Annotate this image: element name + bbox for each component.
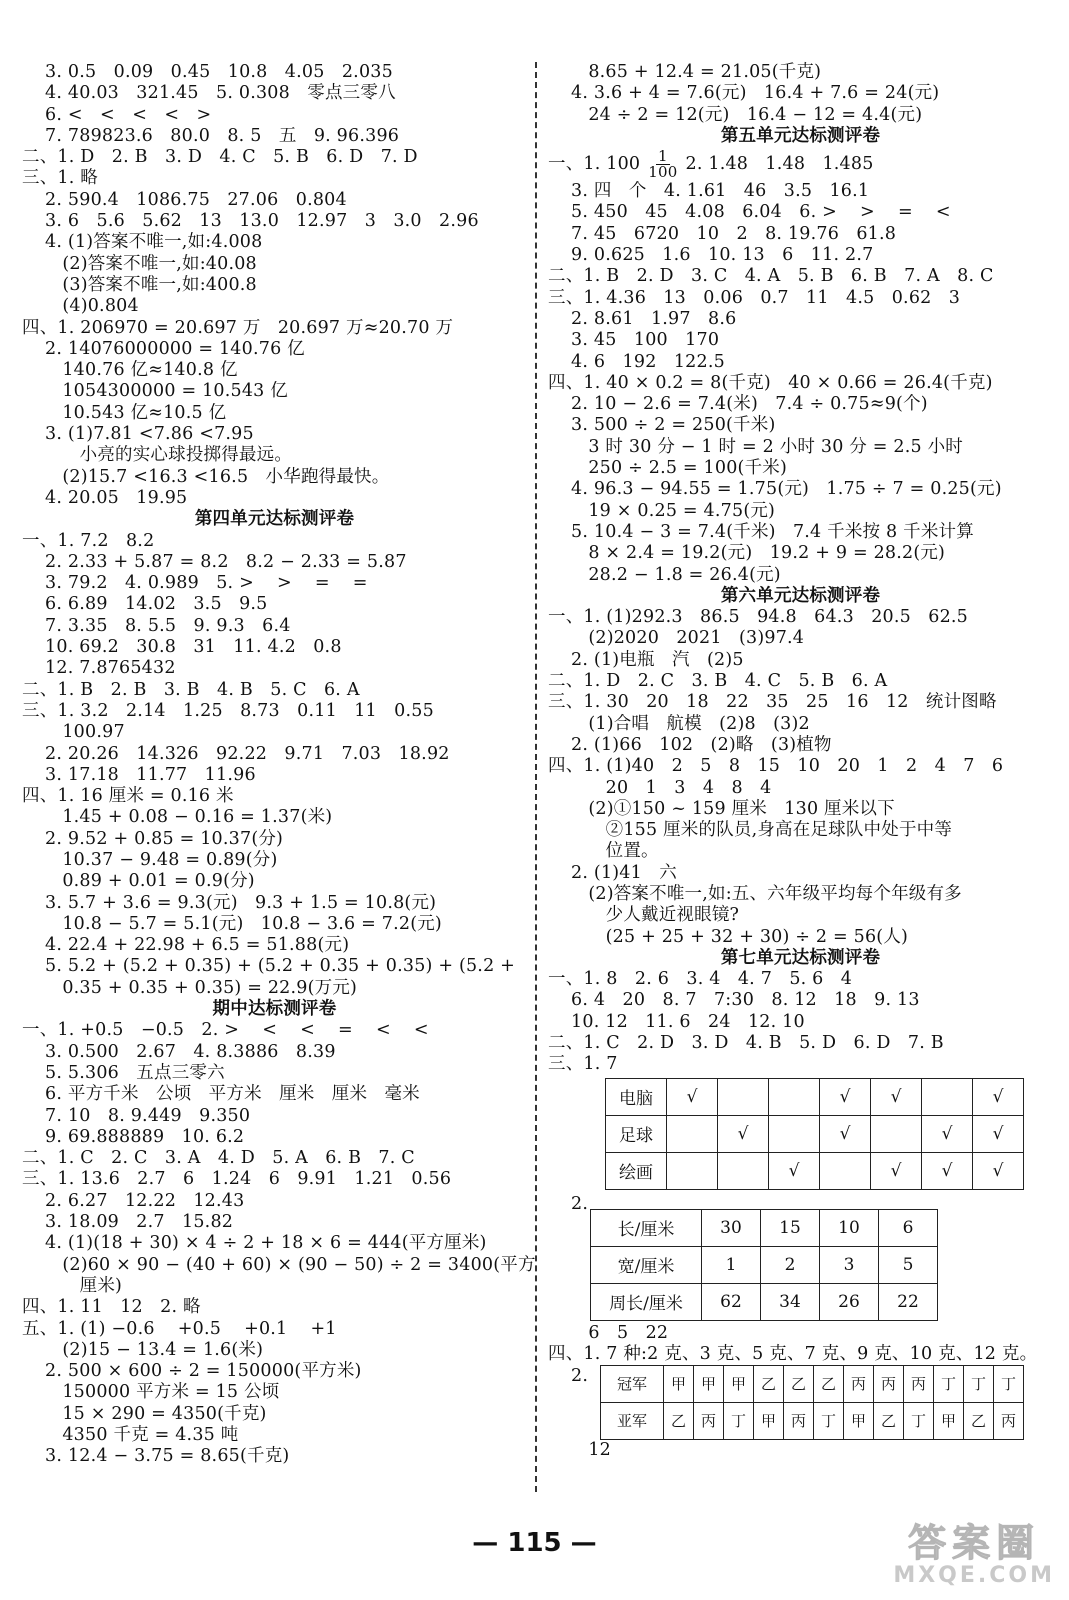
table-cell: [718, 1152, 769, 1189]
answer-line: 厘米): [22, 1275, 123, 1296]
answer-line: 二、1. B 2. D 3. C 4. A 5. B 6. B 7. A 8. C: [548, 266, 994, 287]
table-cell: 丙: [994, 1402, 1024, 1439]
answer-line: 4. 6 192 122.5: [548, 351, 725, 372]
table-row: [606, 1115, 1024, 1152]
answer-line: 3. (1)7.81 <7.86 <7.95: [22, 424, 254, 445]
answer-line: 1054300000 = 10.543 亿: [22, 381, 288, 402]
answer-line: 少人戴近视眼镜?: [548, 905, 740, 926]
answer-line: 15 × 290 = 4350(千克): [22, 1403, 267, 1424]
answer-line: 7. 45 6720 10 2 8. 19.76 61.8: [548, 223, 897, 244]
answer-line: 9. 0.625 1.6 10. 13 6 11. 2.7: [548, 245, 874, 266]
answer-line: 4350 千克 = 4.35 吨: [22, 1425, 239, 1445]
answer-line: 位置。: [548, 841, 659, 862]
answer-line: 150000 平方米 = 15 公顷: [22, 1382, 280, 1403]
table-cell: 乙: [964, 1402, 994, 1439]
table-cell: 乙: [754, 1365, 784, 1402]
answer-line: 4. 40.03 321.45 5. 0.308 零点三零八: [22, 83, 396, 104]
answer-line: 二、1. D 2. C 3. B 4. C 5. B 6. A: [548, 671, 888, 692]
answer-line: (1)合唱 航模 (2)8 (3)2: [548, 713, 810, 734]
frac-prefix: 一、1. 100: [548, 154, 641, 175]
answer-line: 三、1. 7: [548, 1054, 618, 1075]
table-cell: 丙: [874, 1365, 904, 1402]
table-cell: 甲: [724, 1365, 754, 1402]
answer-line: (25 + 25 + 32 + 30) ÷ 2 = 56(人): [548, 926, 909, 947]
answer-line: 6. 4 20 8. 7 7:30 8. 12 18 9. 13: [548, 990, 920, 1011]
row-label: 足球: [606, 1115, 667, 1152]
answer-line: 2. 9.52 + 0.85 = 10.37(分): [22, 828, 284, 849]
answer-line: 12. 7.8765432: [22, 658, 176, 679]
table-row: [606, 1078, 1024, 1115]
answer-line: 4. (1)答案不唯一,如:4.008: [22, 232, 263, 253]
answer-line: 4. 96.3 − 94.55 = 1.75(元) 1.75 ÷ 7 = 0.25(元): [548, 479, 1002, 500]
answer-line: 四、1. 40 × 0.2 = 8(千克) 40 × 0.66 = 26.4(千克): [548, 372, 993, 393]
answer-line: 3. 17.18 11.77 11.96: [22, 764, 256, 785]
table-cell: 3: [820, 1246, 879, 1283]
answer-line: 四、1. (1)40 2 5 8 15 10 20 1 2 4 7 6: [548, 756, 1004, 777]
column-divider: [535, 62, 537, 1492]
table-cell: 丁: [724, 1402, 754, 1439]
answer-line: 6. 6.89 14.02 3.5 9.5: [22, 594, 268, 615]
table-cell: 甲: [844, 1402, 874, 1439]
fraction-denominator: 100: [648, 163, 678, 182]
answer-line: (4)0.804: [22, 296, 139, 317]
answer-line: 三、1. 13.6 2.7 6 1.24 6 9.91 1.21 0.56: [22, 1169, 452, 1190]
table-cell: 丁: [994, 1365, 1024, 1402]
answer-line: 6. < < < < >: [22, 104, 212, 125]
table-cell: 甲: [694, 1365, 724, 1402]
answer-line: 8 × 2.4 = 19.2(元) 19.2 + 9 = 28.2(元): [548, 543, 946, 564]
answer-line: 三、1. 30 20 18 22 35 25 16 12 统计图略: [548, 692, 997, 713]
table-cell: 乙: [784, 1365, 814, 1402]
answer-line: 2. 2.33 + 5.87 = 8.2 8.2 − 2.33 = 5.87: [22, 551, 407, 572]
fraction: [648, 149, 677, 180]
answer-line: 2. 10 − 2.6 = 7.4(米) 7.4 ÷ 0.75≈9(个): [548, 394, 928, 415]
table-cell: 甲: [754, 1402, 784, 1439]
table-cell: 丙: [694, 1402, 724, 1439]
section-title: 第七单元达标测评卷: [720, 947, 881, 968]
table-cell: 甲: [664, 1365, 694, 1402]
answer-line: 3. 12.4 − 3.75 = 8.65(千克): [22, 1446, 290, 1467]
table-cell: [769, 1115, 820, 1152]
answer-line: 一、1. +0.5 −0.5 2. > < < = < <: [22, 1020, 429, 1041]
answer-line: 20 1 3 4 8 4: [548, 777, 772, 798]
answer-line: 2. (1)41 六: [548, 862, 677, 883]
table-cell: 乙: [664, 1402, 694, 1439]
answer-line: 一、1. (1)292.3 86.5 94.8 64.3 20.5 62.5: [548, 607, 969, 628]
answer-line: ②155 厘米的队员,身高在足球队中处于中等: [548, 820, 953, 841]
table-cell: 丁: [934, 1365, 964, 1402]
row-label: 长/厘米: [591, 1209, 702, 1246]
watermark-line2: MXQE.COM: [893, 1563, 1055, 1588]
table-row: [591, 1246, 938, 1283]
after-table3-line: 12: [548, 1439, 612, 1460]
section-title: 第六单元达标测评卷: [720, 585, 881, 606]
answer-line: 3. 6 5.6 5.62 13 13.0 12.97 3 3.0 2.96: [22, 211, 479, 232]
table-cell: [820, 1152, 871, 1189]
answer-line: 4. 22.4 + 22.98 + 6.5 = 51.88(元): [22, 935, 350, 956]
watermark-logo: [893, 1512, 1055, 1588]
answer-line: 100.97: [22, 722, 125, 743]
answer-line: 250 ÷ 2.5 = 100(千米): [548, 458, 788, 479]
answer-line: 5. 10.4 − 3 = 7.4(千米) 7.4 千米按 8 千米计算: [548, 521, 974, 542]
answer-line: 2. (1)66 102 (2)略 (3)植物: [548, 734, 832, 755]
answer-line: 2.: [548, 1365, 589, 1386]
table-cell: 丁: [814, 1402, 844, 1439]
table-cell: √: [922, 1152, 973, 1189]
answer-line: 四、1. 206970 = 20.697 万 20.697 万≈20.70 万: [22, 317, 454, 338]
table-cell: √: [871, 1152, 922, 1189]
answer-line: 四、1. 7 种:2 克、3 克、5 克、7 克、9 克、10 克、12 克。: [548, 1344, 1038, 1365]
answer-line: 10.8 − 5.7 = 5.1(元) 10.8 − 3.6 = 7.2(元): [22, 913, 442, 934]
row-label: 冠军: [601, 1365, 664, 1402]
table-cell: 34: [761, 1283, 820, 1320]
answer-line: 五、1. (1) −0.6 +0.5 +0.1 +1: [22, 1318, 337, 1339]
table-cell: 乙: [814, 1365, 844, 1402]
answer-line: 一、1. 7.2 8.2: [22, 530, 155, 551]
table-cell: √: [718, 1115, 769, 1152]
answer-line: 4. 20.05 19.95: [22, 487, 188, 508]
answer-line: 二、1. D 2. B 3. D 4. C 5. B 6. D 7. D: [22, 147, 418, 168]
answer-line: 3. 0.5 0.09 0.45 10.8 4.05 2.035: [22, 62, 393, 82]
table-row: [591, 1209, 938, 1246]
table-cell: 丁: [964, 1365, 994, 1402]
table-row: [606, 1152, 1024, 1189]
table-cell: 22: [879, 1283, 938, 1320]
answer-line: 19 × 0.25 = 4.75(元): [548, 500, 776, 521]
table-cell: 26: [820, 1283, 879, 1320]
table-cell: √: [973, 1078, 1024, 1115]
answer-line: 2. 20.26 14.326 92.22 9.71 7.03 18.92: [22, 743, 450, 764]
table-cell: √: [667, 1078, 718, 1115]
table-row: [601, 1402, 1024, 1439]
answer-line: 7. 10 8. 9.449 9.350: [22, 1105, 251, 1126]
answer-line: 5. 450 45 4.08 6.04 6. > > = <: [548, 202, 951, 223]
table-cell: 5: [879, 1246, 938, 1283]
answer-line: 6. 平方千米 公顷 平方米 厘米 厘米 毫米: [22, 1084, 420, 1105]
page-number: — 115 —: [472, 1528, 597, 1558]
table-cell: √: [871, 1078, 922, 1115]
table-cell: √: [922, 1115, 973, 1152]
row-label: 绘画: [606, 1152, 667, 1189]
answer-line: 2. 8.61 1.97 8.6: [548, 308, 737, 329]
answer-line: 7. 789823.6 80.0 8. 5 五 9. 96.396: [22, 125, 400, 146]
answer-line: 3. 18.09 2.7 15.82: [22, 1212, 234, 1233]
answer-line: 小亮的实心球投掷得最远。: [22, 445, 293, 466]
answer-line: 6 5 22: [548, 1322, 669, 1343]
table-cell: 62: [702, 1283, 761, 1320]
table-cell: [922, 1078, 973, 1115]
section-title: 第五单元达标测评卷: [720, 125, 881, 146]
answer-line: 10.543 亿≈10.5 亿: [22, 402, 227, 423]
answer-line: 3. 0.500 2.67 4. 8.3886 8.39: [22, 1041, 336, 1062]
answer-line: 三、1. 略: [22, 168, 98, 189]
answer-line: (2)2020 2021 (3)97.4: [548, 628, 805, 649]
answer-line: (2)15.7 <16.3 <16.5 小华跑得最快。: [22, 466, 390, 487]
answer-line: 2. 14076000000 = 140.76 亿: [22, 338, 305, 359]
table-cell: [667, 1152, 718, 1189]
answer-line: 一、1. 8 2. 6 3. 4 4. 7 5. 6 4: [548, 969, 853, 990]
table-cell: 30: [702, 1209, 761, 1246]
table-cell: [871, 1115, 922, 1152]
answer-line: 0.35 + 0.35 + 0.35) = 22.9(万元): [22, 977, 358, 998]
table-cell: 15: [761, 1209, 820, 1246]
answer-line: 2. (1)电瓶 汽 (2)5: [548, 649, 744, 670]
activity-check-table: [605, 1078, 1024, 1190]
answer-line: (2)答案不唯一,如:40.08: [22, 253, 257, 274]
table-cell: [667, 1115, 718, 1152]
answer-line: 1.45 + 0.08 − 0.16 = 1.37(米): [22, 807, 333, 828]
right-block-a: [548, 62, 1053, 147]
frac-suffix: 2. 1.48 1.48 1.485: [685, 154, 874, 175]
answer-line: 三、1. 3.2 2.14 1.25 8.73 0.11 11 0.55: [22, 700, 434, 721]
table-cell: √: [769, 1152, 820, 1189]
section-title: 第四单元达标测评卷: [194, 509, 355, 530]
table-cell: 丙: [844, 1365, 874, 1402]
answer-line: (2)①150 ~ 159 厘米 130 厘米以下: [548, 798, 895, 819]
table-cell: 10: [820, 1209, 879, 1246]
answer-line: 0.89 + 0.01 = 0.9(分): [22, 871, 255, 892]
answer-line: (3)答案不唯一,如:400.8: [22, 274, 257, 295]
answer-line: 3. 5.7 + 3.6 = 9.3(元) 9.3 + 1.5 = 10.8(元): [22, 892, 437, 913]
answer-line: 9. 69.888889 10. 6.2: [22, 1126, 245, 1147]
answer-line: 3. 四 个 4. 1.61 46 3.5 16.1: [548, 181, 870, 202]
table-cell: [769, 1078, 820, 1115]
answer-line: 3 时 30 分 − 1 时 = 2 小时 30 分 = 2.5 小时: [548, 436, 963, 457]
table-cell: √: [820, 1078, 871, 1115]
answer-line: 4. 3.6 + 4 = 7.6(元) 16.4 + 7.6 = 24(元): [548, 83, 940, 104]
answer-line: 3. 500 ÷ 2 = 250(千米): [548, 415, 776, 436]
table-cell: 1: [702, 1246, 761, 1283]
table-cell: 2: [761, 1246, 820, 1283]
answer-line: 2. 590.4 1086.75 27.06 0.804: [22, 189, 347, 210]
table-cell: [718, 1078, 769, 1115]
row-label: 周长/厘米: [591, 1283, 702, 1320]
answer-line: 二、1. C 2. D 3. D 4. B 5. D 6. D 7. B: [548, 1033, 944, 1054]
answer-line: 7. 3.35 8. 5.5 9. 9.3 6.4: [22, 615, 291, 636]
answer-line: (2)15 − 13.4 = 1.6(米): [22, 1339, 264, 1360]
table-cell: 6: [879, 1209, 938, 1246]
answer-line: 10. 69.2 30.8 31 11. 4.2 0.8: [22, 637, 342, 658]
answer-line: 10.37 − 9.48 = 0.89(分): [22, 849, 278, 870]
section-title: 期中达标测评卷: [212, 999, 337, 1020]
table-cell: √: [820, 1115, 871, 1152]
answer-line: 3. 79.2 4. 0.989 5. > > = =: [22, 573, 368, 594]
table-row: [591, 1283, 938, 1320]
table-row: [601, 1365, 1024, 1402]
ranking-table: [600, 1365, 1024, 1440]
right-block-b: [548, 181, 1053, 1075]
answer-line: 2. 500 × 600 ÷ 2 = 150000(平方米): [22, 1361, 362, 1382]
right-column: [548, 62, 1053, 1461]
answer-line: 4. (1)(18 + 30) × 4 ÷ 2 + 18 × 6 = 444(平方厘米): [22, 1233, 487, 1254]
fraction-answer-line: [548, 147, 1053, 181]
answer-line: (2)答案不唯一,如:五、六年级平均每个年级有多: [548, 883, 962, 904]
answer-line: 三、1. 4.36 13 0.06 0.7 11 4.5 0.62 3: [548, 287, 961, 308]
answer-line: 2. 6.27 12.22 12.43: [22, 1190, 245, 1211]
answer-line: 5. 5.2 + (5.2 + 0.35) + (5.2 + 0.35 + 0.35) + (5.2 +: [22, 956, 516, 977]
answer-line: 8.65 + 12.4 = 21.05(千克): [548, 62, 822, 82]
table-cell: 乙: [874, 1402, 904, 1439]
row-label: 电脑: [606, 1078, 667, 1115]
answer-line: 24 ÷ 2 = 12(元) 16.4 − 12 = 4.4(元): [548, 104, 923, 125]
answer-line: 3. 45 100 170: [548, 330, 720, 351]
fraction-numerator: 1: [658, 147, 668, 166]
left-column: [22, 62, 536, 1468]
answer-line: 5. 5.306 五点三零六: [22, 1062, 225, 1083]
t2-label: 2.: [548, 1193, 589, 1214]
table-cell: 丁: [904, 1402, 934, 1439]
row-label: 宽/厘米: [591, 1246, 702, 1283]
answer-line: 二、1. C 2. C 3. A 4. D 5. A 6. B 7. C: [22, 1148, 415, 1169]
table-cell: 甲: [934, 1402, 964, 1439]
answer-line: 10. 12 11. 6 24 12. 10: [548, 1011, 805, 1032]
answer-line: 四、1. 16 厘米 = 0.16 米: [22, 786, 234, 807]
table-cell: 丙: [904, 1365, 934, 1402]
answer-line: 二、1. B 2. B 3. B 4. B 5. C 6. A: [22, 679, 360, 700]
table-cell: √: [973, 1152, 1024, 1189]
answer-line: 28.2 − 1.8 = 26.4(元): [548, 564, 781, 585]
answer-line: (2)60 × 90 − (40 + 60) × (90 − 50) ÷ 2 = 3400(平方: [22, 1254, 536, 1275]
watermark-line1: 答案圈: [908, 1521, 1041, 1565]
table-cell: 丙: [784, 1402, 814, 1439]
answer-line: 140.76 亿≈140.8 亿: [22, 360, 238, 381]
answer-line: 四、1. 11 12 2. 略: [22, 1297, 201, 1318]
table-cell: √: [973, 1115, 1024, 1152]
row-label: 亚军: [601, 1402, 664, 1439]
rectangle-dimensions-table: [590, 1209, 938, 1321]
